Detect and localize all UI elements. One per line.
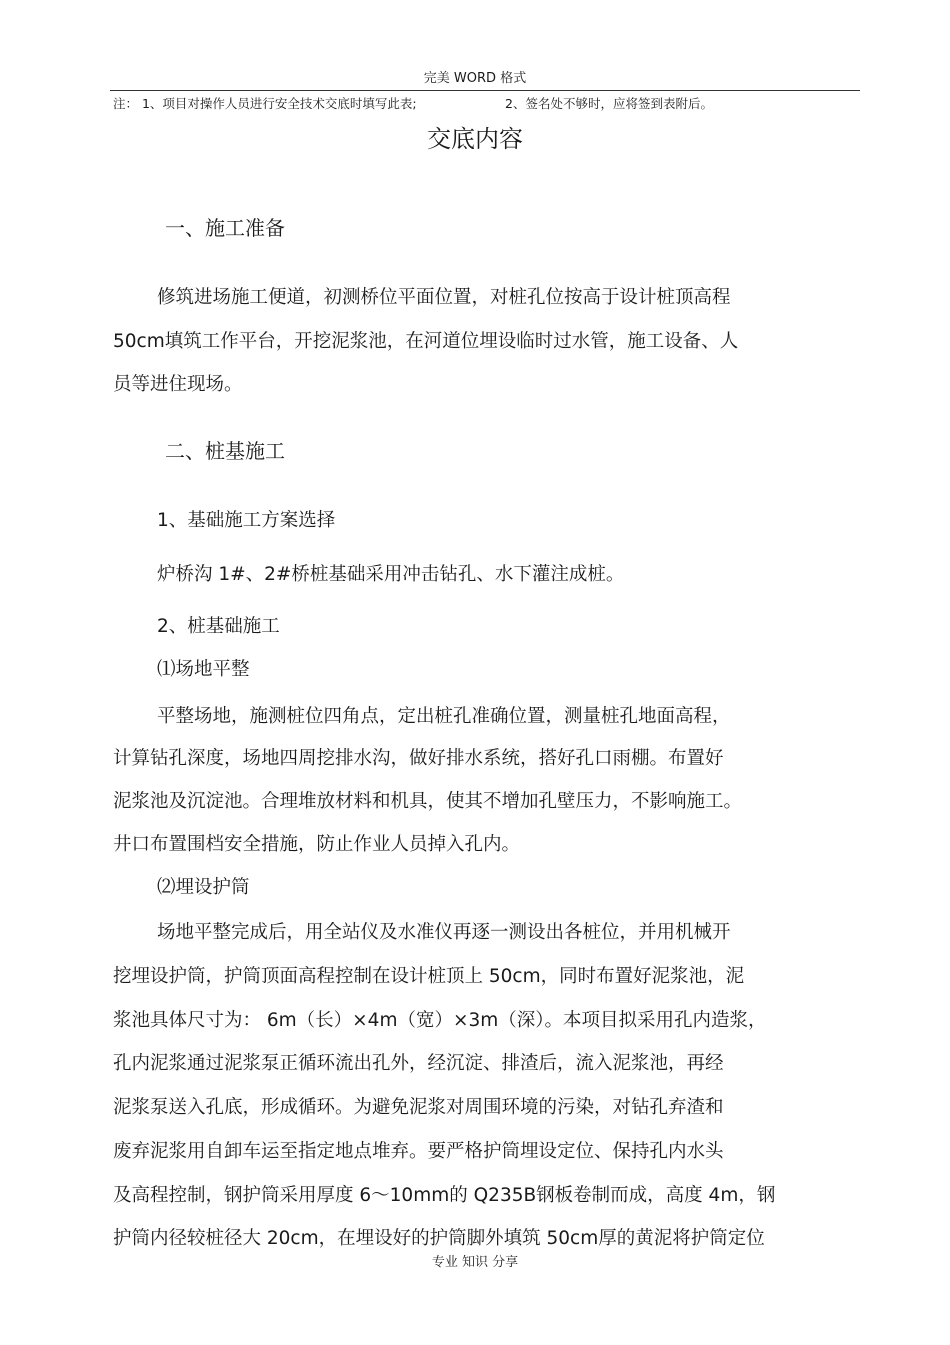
- item-2-line-8: 护筒内径较桩径大 20cm，在埋设好的护筒脚外填筑 50cm厚的黄泥将护筒定位: [113, 1228, 765, 1249]
- item-2-line-6: 废弃泥浆用自卸车运至指定地点堆弃。要严格护筒埋设定位、保持孔内水头: [113, 1141, 724, 1162]
- item-2-line-2: 挖埋设护筒，护筒顶面高程控制在设计桩顶上 50cm，同时布置好泥浆池，泥: [113, 966, 745, 987]
- section-1-line-2: 50cm填筑工作平台，开挖泥浆池，在河道位埋设临时过水管，施工设备、人: [113, 331, 739, 352]
- item-2-line-3: 浆池具体尺寸为： 6m（长）×4m（宽）×3m（深）。本项目拟采用孔内造浆，: [113, 1010, 767, 1031]
- page-header: 完美 WORD 格式: [423, 71, 527, 86]
- item-1-line-2: 计算钻孔深度，场地四周挖排水沟，做好排水系统，搭好孔口雨棚。布置好: [113, 748, 724, 769]
- item-1-line-1: 平整场地，施测桩位四角点，定出桩孔准确位置，测量桩孔地面高程，: [157, 706, 731, 727]
- item-1-line-4: 井口布置围档安全措施，防止作业人员掉入孔内。: [113, 834, 521, 855]
- item-2-line-5: 泥浆泵送入孔底，形成循环。为避免泥浆对周围环境的污染，对钻孔弃渣和: [113, 1097, 724, 1118]
- header-rule: [110, 90, 860, 91]
- note-2: 2、签名处不够时，应将签到表附后。: [505, 96, 713, 111]
- subsection-2-heading: 2、桩基础施工: [157, 616, 280, 637]
- section-2-heading: 二、桩基施工: [165, 439, 285, 463]
- note-1: 注： 1、项目对操作人员进行安全技术交底时填写此表;: [113, 96, 417, 111]
- item-2-line-7: 及高程控制，钢护筒采用厚度 6～10mm的 Q235B钢板卷制而成，高度 4m，钢: [113, 1185, 776, 1206]
- item-1-heading: ⑴场地平整: [157, 659, 250, 680]
- subsection-1-text: 炉桥沟 1#、2#桥桩基础采用冲击钻孔、水下灌注成桩。: [157, 564, 625, 585]
- item-2-line-4: 孔内泥浆通过泥浆泵正循环流出孔外，经沉淀、排渣后，流入泥浆池，再经: [113, 1053, 724, 1074]
- section-1-line-3: 员等进住现场。: [113, 374, 243, 395]
- item-2-heading: ⑵埋设护筒: [157, 877, 250, 898]
- section-1-heading: 一、施工准备: [165, 216, 285, 240]
- item-1-line-3: 泥浆池及沉淀池。合理堆放材料和机具，使其不增加孔壁压力，不影响施工。: [113, 791, 743, 812]
- subsection-1-heading: 1、基础施工方案选择: [157, 510, 336, 531]
- item-2-line-1: 场地平整完成后，用全站仪及水准仪再逐一测设出各桩位，并用机械开: [157, 922, 731, 943]
- section-1-line-1: 修筑进场施工便道，初测桥位平面位置，对桩孔位按高于设计桩顶高程: [157, 287, 731, 308]
- page-footer: 专业 知识 分享: [431, 1255, 519, 1270]
- document-title: 交底内容: [427, 125, 523, 153]
